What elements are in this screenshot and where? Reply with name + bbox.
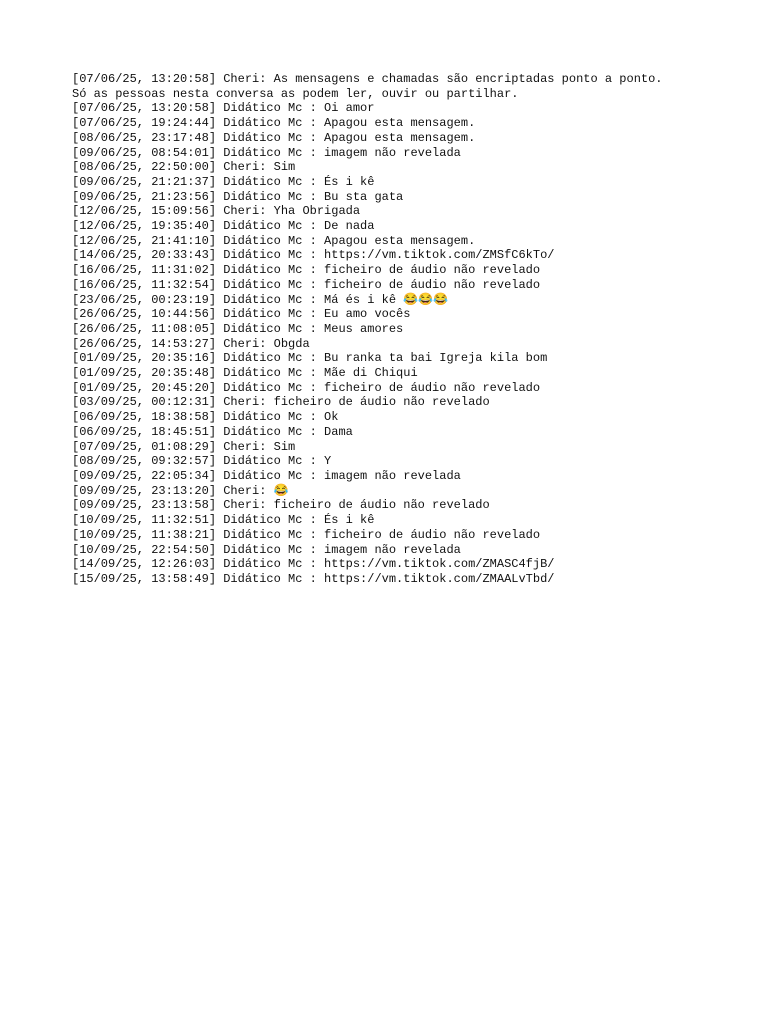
- chat-line: [06/09/25, 18:45:51] Didático Mc : Dama: [72, 424, 353, 439]
- chat-line: [09/09/25, 22:05:34] Didático Mc : imagem não revelada: [72, 468, 461, 483]
- chat-line: [07/06/25, 13:20:58] Cheri: As mensagens e chamadas são encriptadas ponto a ponto.: [72, 72, 663, 86]
- chat-line: [07/06/25, 13:20:58] Didático Mc : Oi amor: [72, 101, 375, 116]
- chat-line: [09/06/25, 08:54:01] Didático Mc : imagem não revelada: [72, 145, 461, 160]
- chat-line: [09/09/25, 23:13:20] Cheri: 😂: [72, 483, 289, 498]
- chat-line: [01/09/25, 20:35:48] Didático Mc : Mãe di Chiqui: [72, 366, 418, 381]
- chat-line: [07/06/25, 19:24:44] Didático Mc : Apagou esta mensagem.: [72, 116, 476, 131]
- chat-line: [10/09/25, 11:32:51] Didático Mc : És i kê: [72, 513, 375, 528]
- chat-line: [16/06/25, 11:32:54] Didático Mc : ficheiro de áudio não revelado: [72, 277, 541, 292]
- chat-line: [09/06/25, 21:21:37] Didático Mc : És i kê: [72, 174, 375, 189]
- chat-line: [03/09/25, 00:12:31] Cheri: ficheiro de áudio não revelado: [72, 395, 490, 410]
- chat-line: [14/06/25, 20:33:43] Didático Mc : https://vm.tiktok.com/ZMSfC6kTo/: [72, 248, 555, 263]
- chat-line: [01/09/25, 20:35:16] Didático Mc : Bu ranka ta bai Igreja kila bom: [72, 351, 548, 366]
- chat-line: [01/09/25, 20:45:20] Didático Mc : ficheiro de áudio não revelado: [72, 380, 541, 395]
- chat-line: [14/09/25, 12:26:03] Didático Mc : https://vm.tiktok.com/ZMASC4fjB/: [72, 557, 555, 572]
- chat-line: [26/06/25, 14:53:27] Cheri: Obgda: [72, 336, 310, 351]
- chat-line: [12/06/25, 21:41:10] Didático Mc : Apagou esta mensagem.: [72, 233, 476, 248]
- chat-line: [08/06/25, 22:50:00] Cheri: Sim: [72, 160, 296, 175]
- chat-transcript: [72, 72, 712, 587]
- chat-line: [12/06/25, 15:09:56] Cheri: Yha Obrigada: [72, 204, 361, 219]
- chat-line: [26/06/25, 11:08:05] Didático Mc : Meus amores: [72, 321, 404, 336]
- chat-line: [15/09/25, 13:58:49] Didático Mc : https://vm.tiktok.com/ZMAALvTbd/: [72, 571, 555, 586]
- chat-line: [26/06/25, 10:44:56] Didático Mc : Eu amo vocês: [72, 307, 411, 322]
- chat-line: [12/06/25, 19:35:40] Didático Mc : De nada: [72, 219, 375, 234]
- chat-line: [10/09/25, 11:38:21] Didático Mc : ficheiro de áudio não revelado: [72, 527, 541, 542]
- chat-line: [09/06/25, 21:23:56] Didático Mc : Bu sta gata: [72, 189, 404, 204]
- chat-line: Só as pessoas nesta conversa as podem ler, ouvir ou partilhar.: [72, 86, 519, 101]
- chat-line: [08/06/25, 23:17:48] Didático Mc : Apagou esta mensagem.: [72, 130, 476, 145]
- chat-line: [06/09/25, 18:38:58] Didático Mc : Ok: [72, 410, 339, 425]
- chat-line: [07/09/25, 01:08:29] Cheri: Sim: [72, 439, 296, 454]
- chat-line: [08/09/25, 09:32:57] Didático Mc : Y: [72, 454, 332, 469]
- chat-line: [23/06/25, 00:23:19] Didático Mc : Má és i kê 😂😂😂: [72, 292, 449, 307]
- chat-line: [16/06/25, 11:31:02] Didático Mc : ficheiro de áudio não revelado: [72, 263, 541, 278]
- chat-line: [09/09/25, 23:13:58] Cheri: ficheiro de áudio não revelado: [72, 498, 490, 513]
- chat-line: [10/09/25, 22:54:50] Didático Mc : imagem não revelada: [72, 542, 461, 557]
